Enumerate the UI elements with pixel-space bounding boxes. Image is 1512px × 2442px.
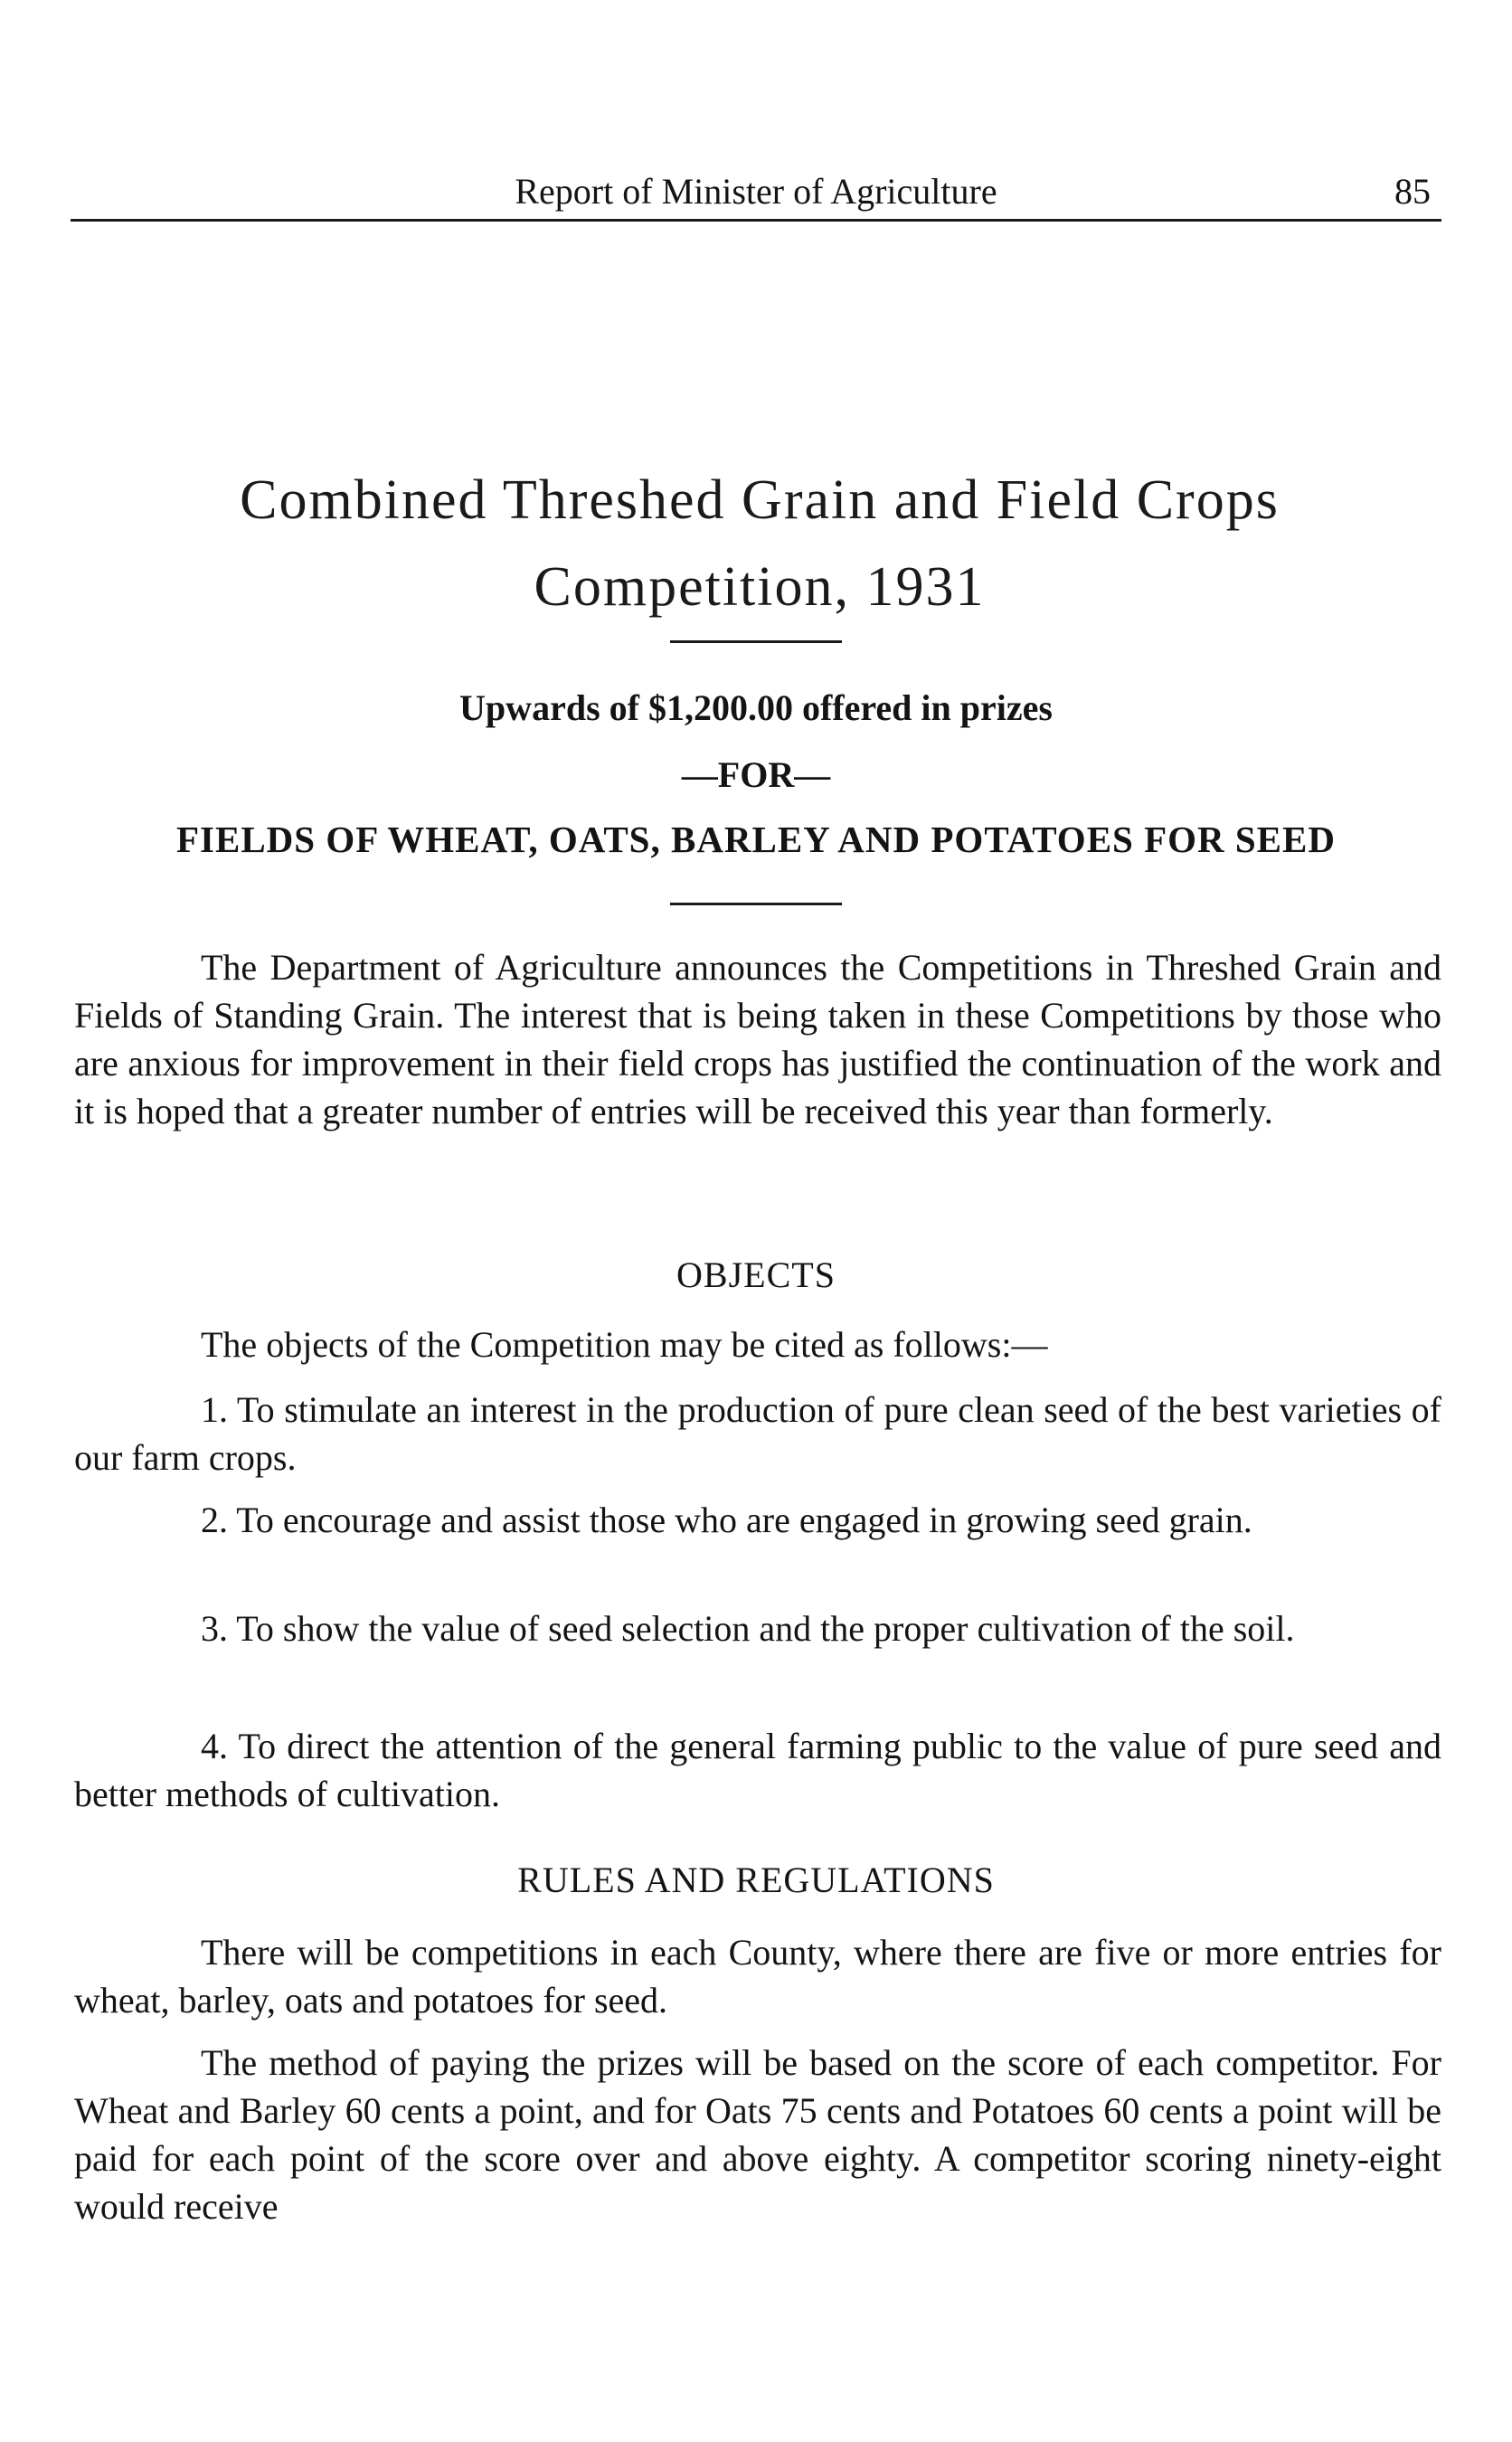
title-divider: [670, 640, 842, 643]
rules-heading: RULES AND REGULATIONS: [517, 1860, 995, 1900]
running-title: Report of Minister of Agriculture: [515, 171, 997, 212]
document-title: [109, 457, 1411, 630]
rules-paragraph: The method of paying the prizes will be based on the score of each competitor. For Wheat and Barley 60 cents a point, and for Oats 75 cents and Potatoes 60 cents a point will be paid for each point of the score over and above eighty. A competitor scoring ninety-eight would receive: [74, 2042, 1441, 2227]
object-item: 3. To show the value of seed selection and the proper cultivation of the soil.: [201, 1608, 1295, 1649]
rules-paragraph: There will be competitions in each County, where there are five or more entries for wheat, barley, oats and potatoes for seed.: [74, 1932, 1441, 2021]
objects-heading: OBJECTS: [676, 1254, 836, 1295]
objects-intro: The objects of the Competition may be cited as follows:—: [201, 1324, 1048, 1365]
section-divider: [670, 903, 842, 905]
title-line-2: Competition, 1931: [534, 556, 986, 618]
page-number: 85: [1394, 171, 1431, 212]
title-line-1: Combined Threshed Grain and Field Crops: [240, 469, 1280, 531]
prize-announcement: Upwards of $1,200.00 offered in prizes: [459, 687, 1053, 728]
object-item: 4. To direct the attention of the general farming public to the value of pure seed and better methods of cultivation.: [74, 1726, 1441, 1814]
object-item: 1. To stimulate an interest in the production of pure clean seed of the best varieties of our farm crops.: [74, 1389, 1441, 1478]
running-header: [71, 172, 1441, 222]
fields-heading: FIELDS OF WHEAT, OATS, BARLEY AND POTATOES FOR SEED: [175, 819, 1336, 860]
intro-paragraph: The Department of Agriculture announces the Competitions in Threshed Grain and Fields of Standing Grain. The interest that is being taken in these Competitions by those who are anxious for improvement in their field crops has justified the continuation of the work and it is hoped that a greater number of entries will be received this year than formerly.: [74, 947, 1441, 1131]
for-label: —FOR—: [681, 754, 831, 795]
object-item: 2. To encourage and assist those who are engaged in growing seed grain.: [201, 1500, 1252, 1540]
